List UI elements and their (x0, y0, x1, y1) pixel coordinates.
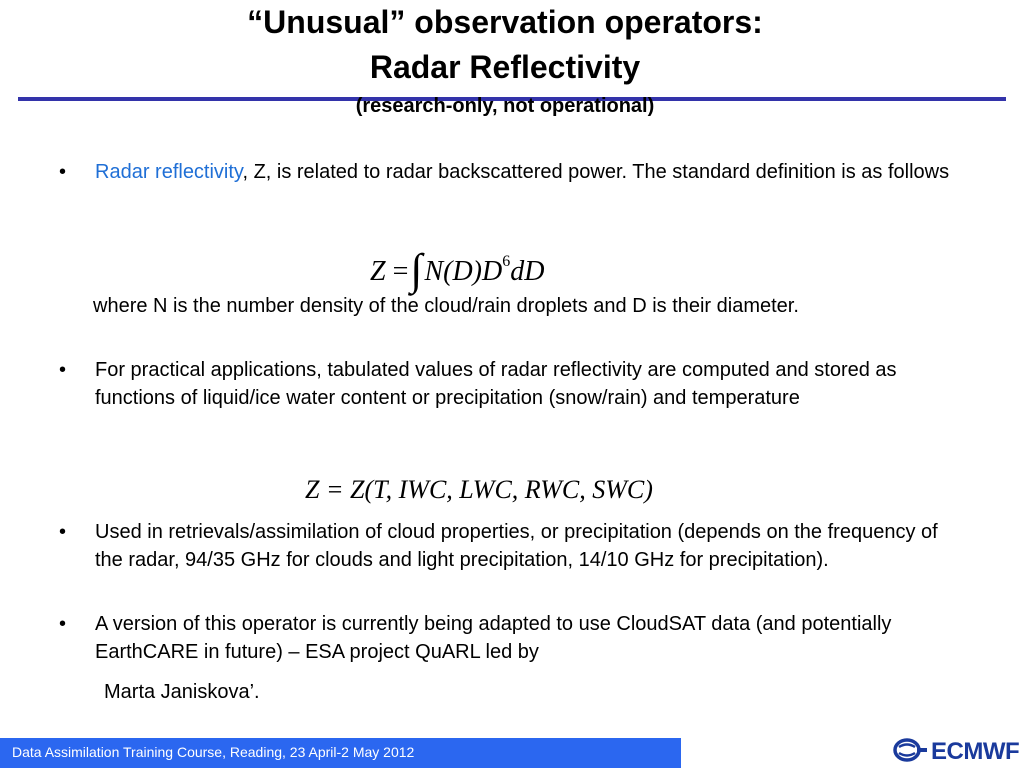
slide-subtitle: (research-only, not operational) (355, 95, 655, 117)
bullet-1-text: , Z, is related to radar backscattered power. The standard definition is as follows (242, 161, 950, 183)
bullet-1 (95, 158, 955, 186)
where-text: where N is the number density of the cloud/rain droplets and D is their diameter. (93, 295, 799, 317)
bullet-2: For practical applications, tabulated values of radar reflectivity are computed and stored as functions of liquid/ice water content or precipitation (snow/rain) and temperature (95, 359, 897, 409)
formula-exponent: 6 (502, 253, 511, 270)
formula-lhs: Z (370, 256, 386, 287)
tabulated-formula: Z = Z(T, IWC, LWC, RWC, SWC) (305, 475, 653, 504)
bullet-3: Used in retrievals/assimilation of cloud properties, or precipitation (depends on the frequency of the radar, 94/35 GHz for clouds and light precipitation, 14/10 GHz for precipitation). (95, 521, 938, 571)
formula-equals: = (392, 256, 409, 287)
formula-body: N(D)D (424, 256, 503, 287)
bullet-marker: • (59, 613, 67, 635)
ecmwf-logo (893, 738, 1019, 766)
bullet-marker: • (59, 521, 67, 543)
footer-text: Data Assimilation Training Course, Reading, 23 April-2 May 2012 (12, 744, 415, 760)
bullet-marker: • (59, 359, 67, 381)
slide-title-line1: “Unusual” observation operators: (247, 4, 763, 40)
bullet-4: A version of this operator is currently being adapted to use CloudSAT data (and potentially EarthCARE in future) – ESA project QuARL led by (95, 613, 892, 663)
radar-reflectivity-term: Radar reflectivity (95, 161, 243, 183)
bullet-marker: • (59, 161, 67, 183)
slide-title-line2: Radar Reflectivity (369, 49, 641, 85)
formula-tail: dD (510, 256, 545, 287)
credit-line: Marta Janiskova’. (104, 681, 260, 703)
ecmwf-logo-icon (893, 738, 929, 767)
reflectivity-formula (370, 240, 545, 294)
ecmwf-logo-text: ECMWF (931, 738, 1020, 765)
integral-sign: ∫ (410, 245, 423, 294)
